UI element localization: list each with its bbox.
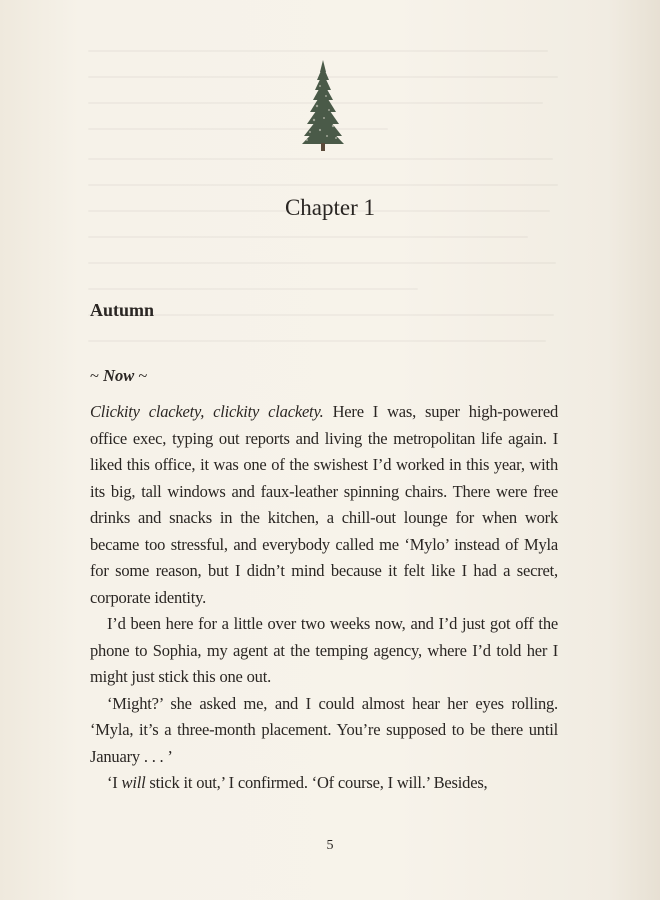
show-through-line	[88, 314, 554, 316]
show-through-line	[88, 158, 553, 160]
paragraph-4-after: stick it out,’ I confirmed. ‘Of course, I will.’ Besides,	[145, 773, 488, 792]
paragraph-2: I’d been here for a little over two weeks now, and I’d just got off the phone to Sophia, my agent at the temping agency, where I’d told her I might just stick this one out.	[90, 614, 558, 686]
chapter-body	[90, 399, 558, 797]
time-marker-suffix: ~	[134, 366, 148, 385]
paragraph-1	[90, 399, 558, 611]
paragraph-1-lead: Clickity clackety, clickity clackety.	[90, 402, 324, 421]
paragraph-1-text: Here I was, super high-powered office exec, typing out reports and living the metropolitan life again. I liked this office, it was one of the swishest I’d worked in this year, with its big, tall windows and faux-leather spinning chairs. There were free drinks and snacks in the kitchen, a chill-out lounge for when work became too stressful, and everybody called me ‘Mylo’ instead of Myla for some reason, but I didn’t mind because it felt like I had a secret, corporate identity.	[90, 402, 559, 607]
section-heading: Autumn	[90, 300, 155, 320]
show-through-line	[88, 340, 546, 342]
time-marker	[90, 364, 147, 388]
paragraph-3: ‘Might?’ she asked me, and I could almost hear her eyes rolling. ‘Myla, it’s a three-month placement. You’re supposed to be there until January . . . ’	[90, 693, 558, 766]
time-marker-prefix: ~	[90, 366, 104, 385]
show-through-line	[88, 184, 558, 186]
show-through-line	[88, 262, 556, 264]
paragraph-4-before: ‘I	[107, 773, 122, 792]
show-through-line	[88, 50, 548, 52]
show-through-line	[88, 236, 528, 238]
page-number: 5	[326, 838, 334, 853]
show-through-line	[88, 288, 418, 290]
paragraph-4-italic: will	[121, 773, 146, 792]
pine-tree-icon	[298, 58, 348, 154]
chapter-title: Chapter 1	[284, 195, 376, 220]
time-marker-word: Now	[103, 366, 135, 385]
paragraph-4	[90, 770, 558, 797]
